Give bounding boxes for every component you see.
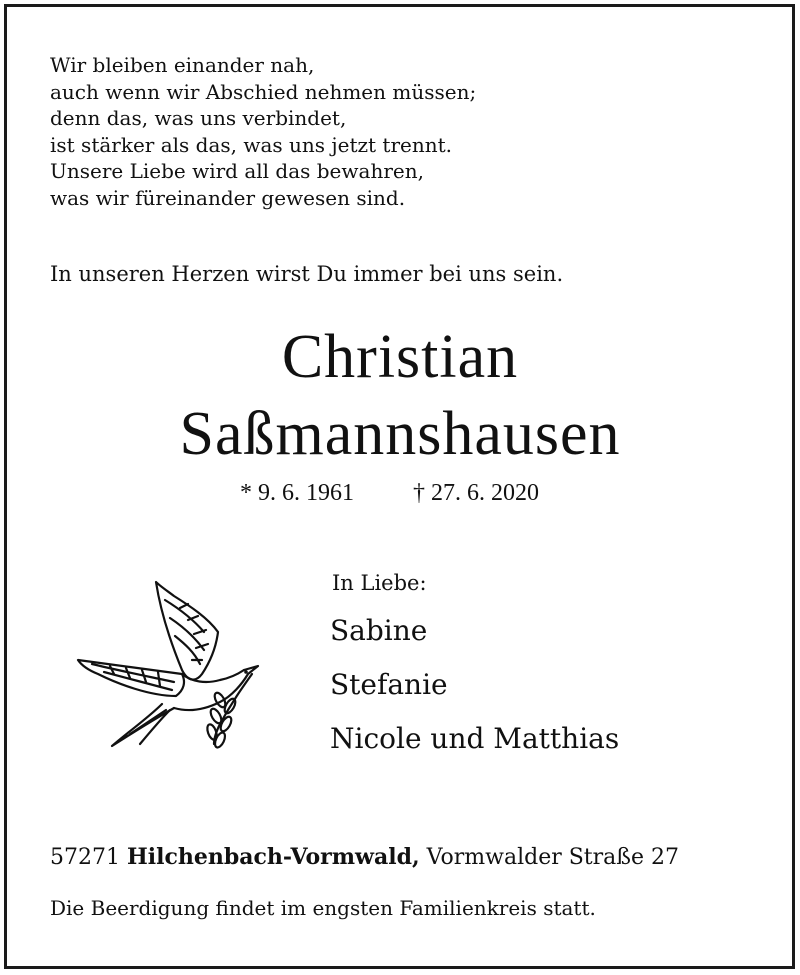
mourner-name: Nicole und Matthias (330, 722, 620, 755)
poem (50, 52, 476, 211)
dove-with-olive-branch-icon (70, 578, 270, 753)
mourners-heading: In Liebe: (332, 571, 427, 595)
poem-line: auch wenn wir Abschied nehmen müssen; (50, 79, 477, 104)
tagline: In unseren Herzen wirst Du immer bei uns sein. (50, 262, 564, 286)
address (50, 844, 679, 870)
poem-line: denn das, was uns verbindet, (50, 106, 347, 130)
address-street: Vormwalder Straße 27 (426, 845, 679, 870)
deceased-last-name: Saßmannshausen (179, 400, 621, 468)
address-postcode: 57271 (50, 845, 120, 870)
poem-line: Unsere Liebe wird all das bewahren, (50, 159, 424, 183)
mourner-name: Stefanie (330, 668, 448, 701)
death-date: † 27. 6. 2020 (413, 480, 539, 506)
poem-line: Wir bleiben einander nah, (50, 53, 315, 77)
birth-date: * 9. 6. 1961 (240, 480, 354, 506)
funeral-note: Die Beerdigung findet im engsten Familienkreis statt. (50, 896, 596, 920)
deceased-first-name: Christian (281, 323, 519, 391)
poem-line: was wir füreinander gewesen sind. (50, 185, 406, 210)
address-town: Hilchenbach-Vormwald, (127, 844, 420, 870)
mourner-name: Sabine (330, 614, 428, 647)
poem-line: ist stärker als das, was uns jetzt trennt. (50, 132, 453, 157)
